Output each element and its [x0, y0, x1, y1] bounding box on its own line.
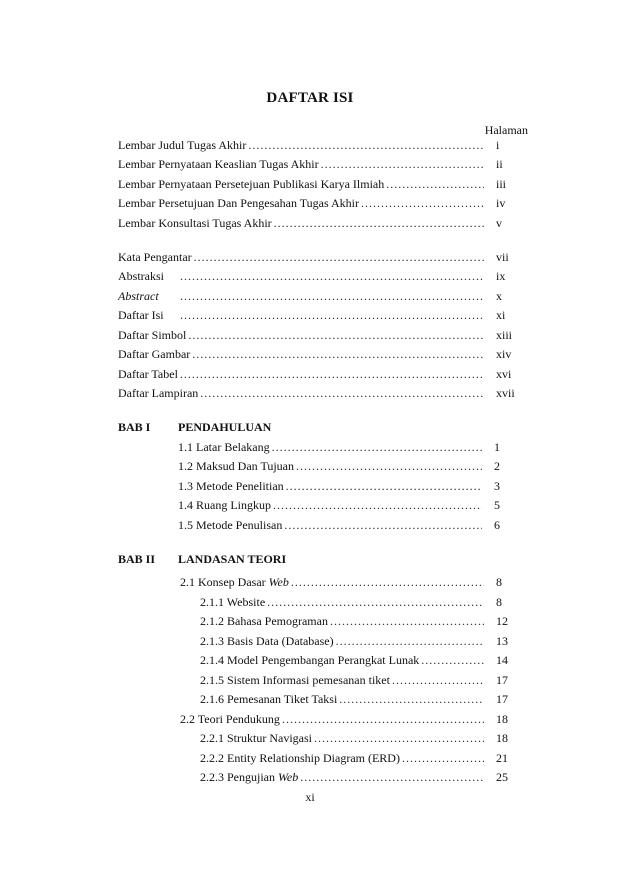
toc-entry	[118, 156, 526, 172]
halaman-header: Halaman	[484, 123, 528, 137]
toc-entry-label: Abstraksi	[118, 269, 164, 283]
toc-entry	[118, 176, 526, 192]
toc-entry-page: 25	[496, 770, 508, 784]
toc-entry-page: xiv	[496, 347, 512, 361]
toc-entry-label: Daftar Tabel	[118, 367, 178, 381]
toc-entry	[118, 215, 526, 231]
chapter-heading	[118, 551, 286, 567]
toc-entry-page: 14	[496, 653, 508, 667]
toc-entry-label: Kata Pengantar	[118, 250, 192, 264]
toc-entry	[200, 652, 526, 668]
toc-entry	[118, 137, 526, 153]
toc-entry-label: Daftar Isi	[118, 308, 164, 322]
toc-entry	[118, 268, 526, 284]
toc-entry-label: Daftar Simbol	[118, 328, 187, 342]
toc-entry-label: 2.2.2 Entity Relationship Diagram (ERD)	[200, 751, 400, 765]
toc-entry-label-text: 2.2.3 Pengujian	[200, 770, 278, 784]
toc-entry	[200, 769, 526, 785]
toc-entry-label: 2.2.1 Struktur Navigasi	[200, 731, 312, 745]
chapter-heading	[118, 419, 271, 435]
toc-entry	[200, 691, 526, 707]
toc-entry-page: 5	[494, 498, 500, 512]
toc-entry-label-text: 2.1 Konsep Dasar	[180, 575, 269, 589]
toc-entry	[118, 346, 526, 362]
toc-entry-label: 1.1 Latar Belakang	[178, 440, 270, 454]
toc-entry-label-italic: Web	[278, 770, 299, 784]
toc-entry-label: 1.4 Ruang Lingkup	[178, 498, 271, 512]
toc-entry	[178, 497, 524, 513]
toc-entry-page: iv	[496, 196, 506, 210]
toc-entry-label: Lembar Pernyataan Persetejuan Publikasi Karya Ilmiah	[118, 177, 385, 191]
toc-entry-label: Daftar Lampiran	[118, 386, 199, 400]
toc-entry-page: x	[496, 289, 502, 303]
toc-entry	[118, 307, 526, 323]
toc-entry-page: 18	[496, 731, 508, 745]
toc-entry-page: 2	[494, 459, 500, 473]
toc-entry-label: 2.1.5 Sistem Informasi pemesanan tiket	[200, 673, 390, 687]
toc-entry	[200, 633, 526, 649]
toc-entry-page: 3	[494, 479, 500, 493]
toc-entry-label: 1.2 Maksud Dan Tujuan	[178, 459, 295, 473]
toc-entry-page: ii	[496, 157, 503, 171]
toc-entry-label: 1.5 Metode Penulisan	[178, 518, 283, 532]
toc-entry-label: Lembar Persetujuan Dan Pengesahan Tugas Akhir	[118, 196, 359, 210]
toc-entry-label: 1.3 Metode Penelitian	[178, 479, 284, 493]
toc-entry-page: 1	[494, 440, 500, 454]
toc-entry	[180, 574, 526, 590]
toc-entry	[178, 439, 524, 455]
page-title: DAFTAR ISI	[266, 90, 354, 106]
chapter-number: BAB I	[118, 420, 151, 434]
toc-entry-label: 2.1.2 Bahasa Pemograman	[200, 614, 328, 628]
toc-entry	[200, 750, 526, 766]
toc-entry-page: 8	[496, 595, 502, 609]
toc-entry-page: ix	[496, 269, 506, 283]
toc-entry	[200, 672, 526, 688]
page-number: xi	[305, 790, 315, 804]
toc-entry-label: Lembar Judul Tugas Akhir	[118, 138, 247, 152]
toc-entry-page: xvi	[496, 367, 512, 381]
toc-entry-page: xvii	[496, 386, 515, 400]
toc-entry	[178, 517, 524, 533]
toc-entry-page: xiii	[496, 328, 513, 342]
toc-entry-page: v	[496, 216, 502, 230]
toc-entry-page: 17	[496, 673, 508, 687]
toc-entry-page: i	[496, 138, 500, 152]
chapter-title: LANDASAN TEORI	[178, 552, 287, 566]
toc-entry-label: 2.2 Teori Pendukung	[180, 712, 280, 726]
toc-entry-label	[200, 769, 298, 785]
toc-entry-page: 13	[496, 634, 508, 648]
chapter-title: PENDAHULUAN	[178, 420, 272, 434]
toc-entry	[200, 730, 526, 746]
toc-entry-page: 21	[496, 751, 508, 765]
toc-entry-label: 2.1.1 Website	[200, 595, 266, 609]
toc-entry	[118, 288, 526, 304]
toc-entry-page: 12	[496, 614, 508, 628]
toc-entry-label: 2.1.3 Basis Data (Database)	[200, 634, 334, 648]
toc-entry-page: xi	[496, 308, 506, 322]
toc-entry-page: vii	[496, 250, 509, 264]
toc-entry	[118, 195, 526, 211]
toc-entry-page: 18	[496, 712, 508, 726]
toc-entry	[200, 594, 526, 610]
toc-entry-label	[180, 574, 289, 590]
toc-entry	[200, 613, 526, 629]
toc-entry	[118, 249, 526, 265]
toc-entry-label: Abstract	[118, 289, 159, 303]
toc-entry	[118, 385, 526, 401]
toc-entry-page: 8	[496, 575, 502, 589]
toc-entry-label: Daftar Gambar	[118, 347, 191, 361]
toc-entry-label-italic: Web	[268, 575, 289, 589]
toc-entry	[178, 478, 524, 494]
toc-entry	[180, 711, 526, 727]
toc-entry	[118, 366, 526, 382]
toc-entry-label: 2.1.4 Model Pengembangan Perangkat Lunak	[200, 653, 420, 667]
toc-entry	[178, 458, 524, 474]
toc-entry-page: 17	[496, 692, 508, 706]
toc-entry-page: 6	[494, 518, 500, 532]
toc-entry-label: Lembar Pernyataan Keaslian Tugas Akhir	[118, 157, 319, 171]
toc-entry-label: Lembar Konsultasi Tugas Akhir	[118, 216, 272, 230]
toc-entry-page: iii	[496, 177, 507, 191]
toc-entry-label: 2.1.6 Pemesanan Tiket Taksi	[200, 692, 338, 706]
toc-entry	[118, 327, 526, 343]
chapter-number: BAB II	[118, 552, 156, 566]
